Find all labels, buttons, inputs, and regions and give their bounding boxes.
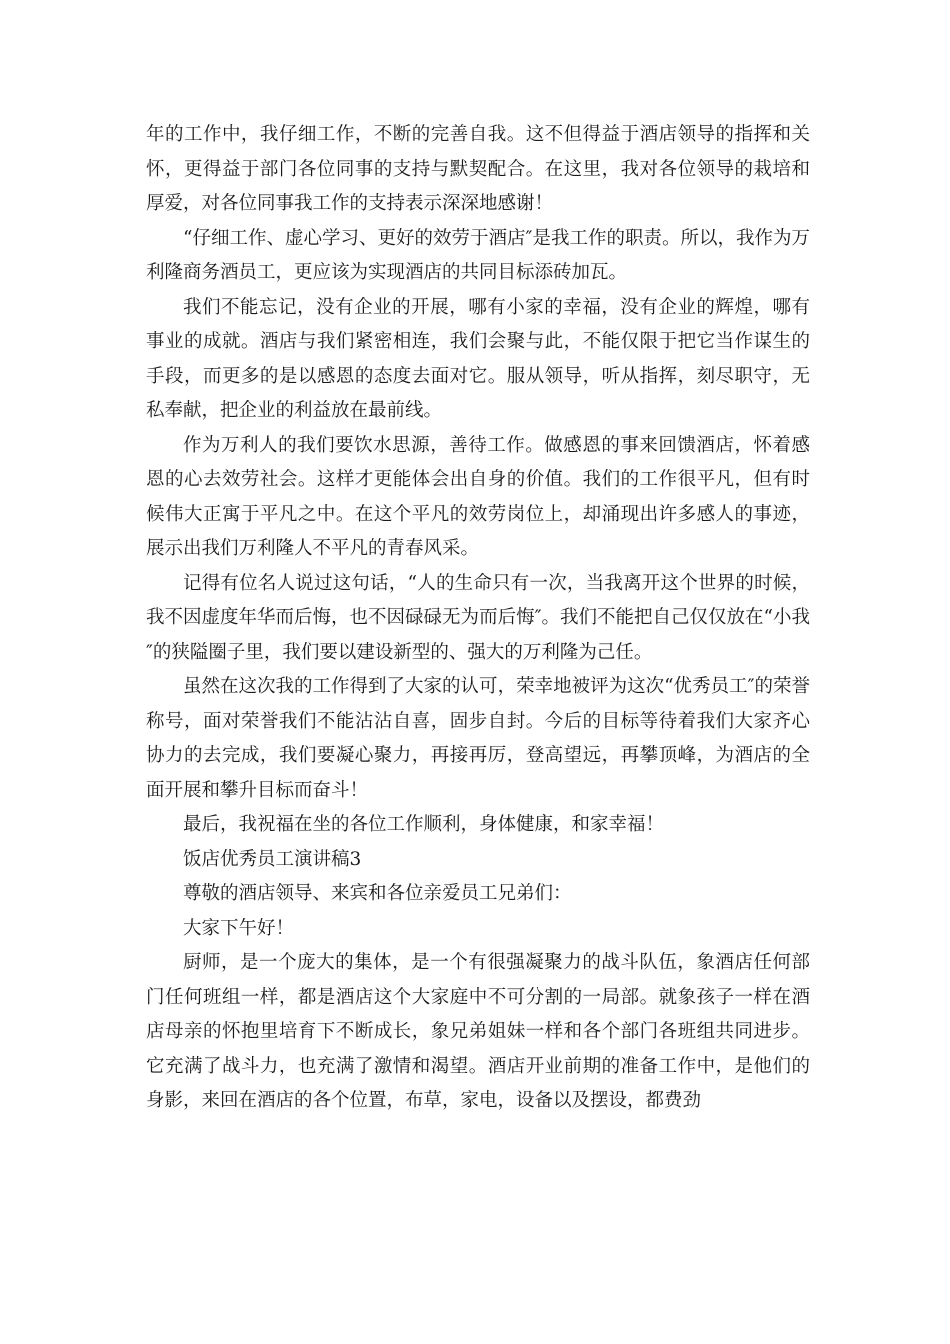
greeting: 大家下午好！ — [183, 917, 295, 939]
paragraph-11: 厨师，是一个庞大的集体，是一个有很强凝聚力的战斗队伍，象酒店任何部门任何班组一样，都是酒店这个大家庭中不可分割的一局部。就象孩子一样在酒店母亲的怀抱里培育下不断成长，象兄弟姐妹一样和各个部门各班组共同进步。它充满了战斗力，也充满了激情和渴望。酒店开业前期的准备工作中，是他们的身影，来回在酒店的各个位置，布草，家电，设备以及摆设，都费劲 — [146, 952, 810, 1111]
salutation: 尊敬的酒店领导、来宾和各位亲爱员工兄弟们： — [183, 883, 572, 904]
paragraph-1: 年的工作中，我仔细工作，不断的完善自我。这不但得益于酒店领导的指挥和关怀，更得益于部门各位同事的支持与默契配合。在这里，我对各位领导的栽培和厚爱，对各位同事我工作的支持表示深深地感谢！ — [146, 124, 810, 214]
paragraph-2: “仔细工作、虚心学习、更好的效劳于酒店″是我工作的职责。所以，我作为万利隆商务酒员工，更应该为实现酒店的共同目标添砖加瓦。 — [146, 227, 810, 283]
paragraph-4: 作为万利人的我们要饮水思源，善待工作。做感恩的事来回馈酒店，怀着感恩的心去效劳社会。这样才更能体会出自身的价值。我们的工作很平凡，但有时候伟大正寓于平凡之中。在这个平凡的效劳岗位上，却涌现出许多感人的事迹，展示出我们万利隆人不平凡的青春风采。 — [146, 434, 810, 559]
paragraph-7: 最后，我祝福在坐的各位工作顺利，身体健康，和家幸福！ — [183, 814, 665, 835]
paragraph-5: 记得有位名人说过这句话，“人的生命只有一次，当我离开这个世界的时候，我不因虚度年华而后悔，也不因碌碌无为而后悔″。我们不能把自己仅仅放在“小我″的狭隘圈子里，我们要以建设新型的、强大的万利隆为己任。 — [146, 572, 810, 663]
document-body — [146, 118, 810, 1119]
section-heading: 饭店优秀员工演讲稿3 — [183, 848, 362, 870]
paragraph-3: 我们不能忘记，没有企业的开展，哪有小家的幸福，没有企业的辉煌，哪有事业的成就。酒店与我们紧密相连，我们会聚与此，不能仅限于把它当作谋生的手段，而更多的是以感恩的态度去面对它。服从领导，听从指挥，刻尽职守，无私奉献，把企业的利益放在最前线。 — [146, 296, 810, 421]
paragraph-6: 虽然在这次我的工作得到了大家的认可，荣幸地被评为这次“优秀员工″的荣誉称号，面对荣誉我们不能沾沾自喜，固步自封。今后的目标等待着我们大家齐心协力的去完成，我们要凝心聚力，再接再厉，登高望远，再攀顶峰，为酒店的全面开展和攀升目标而奋斗！ — [146, 676, 810, 801]
